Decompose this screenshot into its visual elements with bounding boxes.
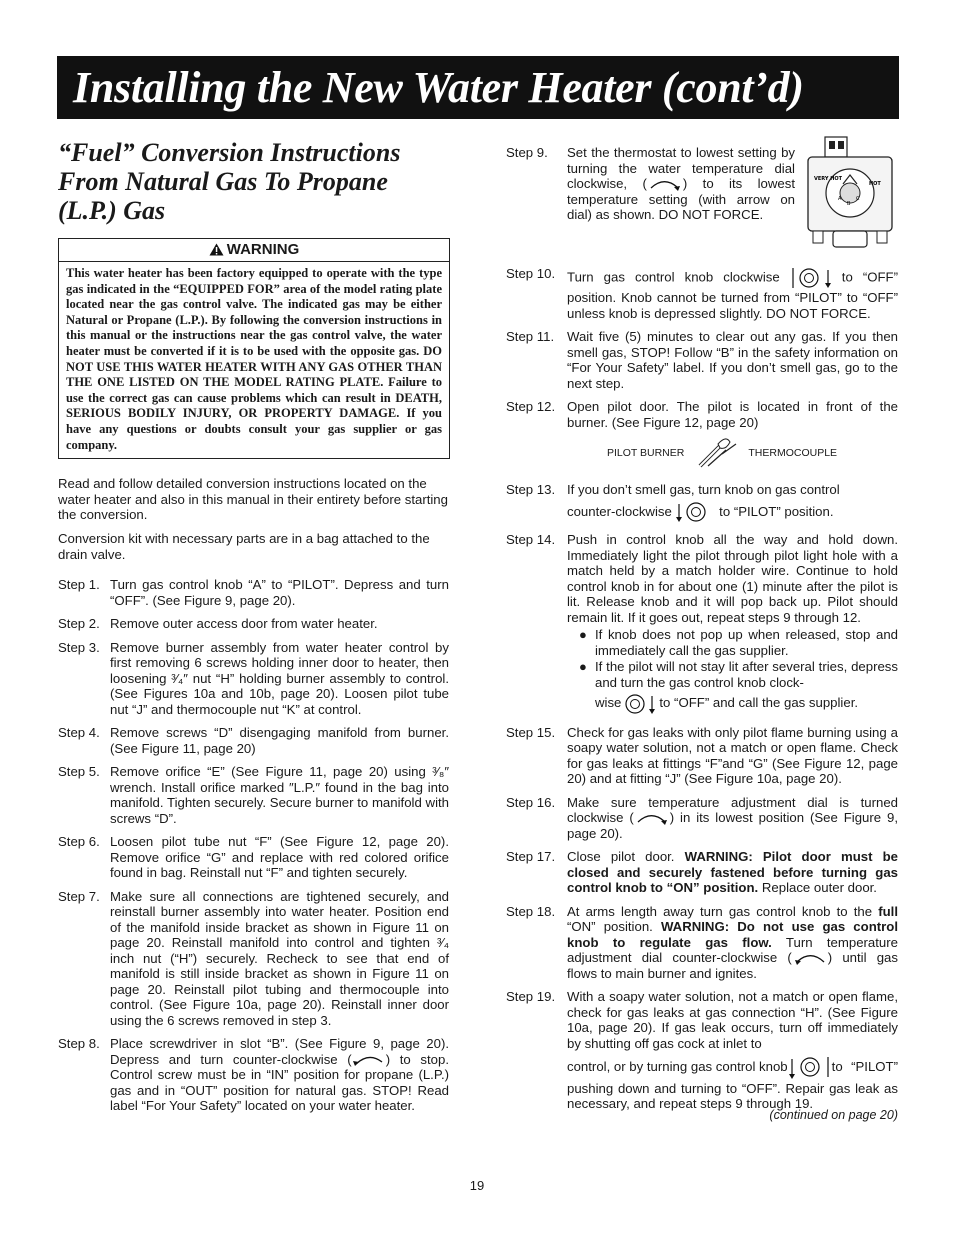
step-text: Remove outer access door from water heater. [110, 616, 378, 632]
step-text-part: Push in control knob all the way and hold down. Immediately light the pilot through pilot light hole with a match held by a match holder wire. Continue to hold control knob in for about one (1) minute after the pilot is lit. Release knob and it will pop back up. Pilot should remain lit. If it goes out, repeat steps 9 through 12. [567, 532, 898, 625]
list-item [579, 627, 898, 658]
step-number: Step 17. [506, 849, 556, 865]
step-text: Remove orifice “E” (See Figure 11, page 20) using ³⁄₈″ wrench. Install orifice marked ″L.P.″ found in the bag into manifold. Tighten securely. Secure burner to manifold with screws “D”. [110, 764, 449, 826]
step-text: Remove screws “D” disengaging manifold from burner. (See Figure 11, page 20) [110, 725, 449, 756]
step-text-part: Close pilot door. [567, 849, 675, 865]
step-number: Step 8. [58, 1036, 100, 1052]
dial-label-hot: HOT [869, 181, 881, 187]
step-item [58, 889, 449, 1029]
bullet-text-part: to “OFF” and call the gas supplier. [659, 695, 859, 711]
step-item [58, 764, 449, 826]
step-text: Open pilot door. The pilot is located in front of the burner. (See Figure 12, page 20) [567, 399, 898, 430]
step-text [567, 989, 898, 1112]
thermostat-dial-icon [803, 135, 898, 250]
step-text-part: to “PILOT” position. [719, 503, 834, 519]
step-text [110, 1036, 449, 1114]
bullet-text [595, 659, 898, 716]
page-banner-title: Installing the New Water Heater (cont’d) [57, 56, 899, 119]
step-item [506, 725, 898, 787]
step-number: Step 5. [58, 764, 100, 780]
control-knob-clockwise-icon [790, 266, 832, 290]
dial-label-c: C [856, 196, 860, 202]
pilot-figure [546, 436, 898, 470]
warning-label: WARNING [226, 241, 300, 258]
step-text: Remove burner assembly from water heater control by first removing 6 screws holding inner door to heater, then loosening ³⁄₄″ nut “H” holding burner assembly to control. (See Figures 10a and 10b, page 20). Loosen pilot tube nut “J” and thermocouple nut “K” at control. [110, 639, 449, 717]
step-text-part: Place screwdriver in slot “B”. (See Figure 9, page 20). Depress and turn counter-clockwise ( [110, 1036, 449, 1067]
step-item [506, 532, 898, 717]
page-number: 19 [469, 1178, 485, 1193]
step-text-part: “ON” position. [567, 919, 653, 935]
control-knob-counter-clockwise-icon [675, 500, 715, 524]
dial-label-a: A [838, 196, 842, 202]
step-text-part: Replace outer door. [761, 880, 877, 896]
step-text [567, 266, 898, 321]
control-knob-clockwise-icon [621, 692, 659, 716]
list-item [579, 659, 898, 716]
bullet-icon: ● [579, 627, 587, 643]
step-number: Step 18. [506, 903, 556, 919]
step-text [567, 532, 898, 717]
section-title: “Fuel” Conversion Instructions From Natural Gas To Propane (L.P.) Gas [58, 138, 401, 225]
step-number: Step 1. [58, 577, 100, 593]
warning-header [59, 239, 449, 262]
step-warning-text: WARNING: Pilot door must be closed and securely fastened before turning gas control knob to “ON” position. [567, 849, 898, 896]
step-text: Wait five (5) minutes to clear out any gas. If you then smell gas, STOP! Follow “B” in the safety information on “For Your Safety” label. If you don’t smell gas, go to the next step. [567, 329, 898, 391]
step-number: Step 14. [506, 532, 556, 548]
pilot-burner-label: PILOT BURNER [606, 447, 685, 459]
step-text-part: ) to stop. Control screw must be in “IN” position for propane (L.P.) gas and in “OUT” position for natural gas. STOP! Read label “For Your Safety” located on your water heater. [110, 1051, 449, 1114]
step-item [506, 795, 898, 842]
step-text-part: If you don’t smell gas, turn knob on gas control [567, 482, 840, 497]
thermocouple-label: THERMOCOUPLE [748, 447, 838, 459]
step-text-part: At arms length away turn gas control knob to the [567, 903, 873, 919]
step-number: Step 12. [506, 399, 556, 414]
step-text-part: Turn temperature adjustment dial counter-clockwise ( [567, 934, 898, 966]
step-text [567, 795, 898, 842]
step-text: Loosen pilot tube nut “F” (See Figure 12, page 20). Remove orifice “G” and replace with red colored orifice found in bag. Reinstall nut “F” and tighten securely. [110, 834, 449, 881]
control-knob-counter-clockwise-icon [788, 1055, 832, 1081]
step-number: Step 4. [58, 725, 100, 741]
step-text-part: ) to its lowest temperature setting (with arrow on dial) as shown. DO NOT FORCE. [567, 176, 795, 223]
right-column [506, 145, 898, 1122]
step-text-part: ) until gas flows to main burner and ignites. [567, 950, 898, 981]
step-item [506, 266, 898, 321]
dial-label-b: B [847, 201, 851, 207]
step-text [567, 482, 898, 524]
bullet-icon: ● [579, 659, 587, 675]
step-item [58, 616, 449, 632]
step-number: Step 7. [58, 888, 100, 904]
pilot-burner-icon [692, 436, 740, 470]
continued-note: (continued on page 20) [769, 1107, 898, 1122]
step-text: Turn gas control knob “A” to “PILOT”. Depress and turn “OFF”. (See Figure 9, page 20). [110, 577, 449, 608]
step-number: Step 9. [506, 145, 548, 160]
step-number: Step 19. [506, 989, 556, 1005]
step-text-part: Turn gas control knob clockwise [567, 269, 780, 285]
step-number: Step 11. [506, 329, 555, 344]
step-item [506, 329, 898, 391]
dial-label-very-hot: VERY HOT [814, 176, 843, 182]
step-text-part: Make sure temperature adjustment dial is turned clockwise ( [567, 794, 898, 826]
step-text [567, 904, 898, 982]
step-number: Step 15. [506, 724, 556, 740]
step-number: Step 16. [506, 794, 556, 810]
step-item [58, 640, 449, 718]
intro-paragraph: Read and follow detailed conversion instructions located on the water heater and also in this manual in their entirety before starting the conversion. [58, 476, 448, 523]
step-item [58, 834, 449, 881]
step-text [567, 849, 898, 896]
step-text-part: With a soapy water solution, not a match or open flame, check for gas leaks at gas connection “H”. (See Figure 10a, page 20). If gas leak occurs, turn off immediately by shutting off gas cock at inlet to [567, 989, 898, 1051]
left-column [58, 138, 449, 1122]
step-text-part: Set the thermostat to lowest setting by turning the water temperature dial clockwise, ( [567, 145, 795, 191]
step-number: Step 2. [58, 616, 100, 632]
bullet-text-part: If the pilot will not stay lit after several tries, depress and turn the gas control knob clock- [595, 659, 898, 690]
counter-clockwise-arrow-icon [792, 952, 828, 966]
counter-clockwise-arrow-icon [352, 1054, 386, 1066]
step-item [506, 849, 898, 896]
step-item [506, 989, 898, 1112]
step-item [58, 577, 449, 608]
step-emphasis-text: full [878, 903, 898, 919]
step-item [58, 725, 449, 756]
step-item [506, 145, 898, 254]
bullet-text-part: wise [595, 695, 622, 711]
step-item [506, 399, 898, 430]
step-text-part: control, or by turning gas control knob [567, 1059, 788, 1075]
step-text: Make sure all connections are tightened securely, and reinstall burner assembly into water heater. Position end of the manifold inside bracket as shown in Figure 11 on page 20. Reinstall manifold into control and tighten ³⁄₄ inch nut (“H”) securely. Recheck to see that end of manifold is still inside bracket as shown in Figure 11 on page 20. Reinstall pilot tubing and thermocouple into control. (See Figure 10a, page 20). Reinstall inner door using the 6 screws removed in step 3. [110, 888, 449, 1028]
step-item [506, 482, 898, 524]
step-warning-text: WARNING: Do not use gas control knob to regulate gas flow. [567, 919, 898, 950]
step-text-part: to “OFF” position. Knob cannot be turned from “PILOT” to “OFF” unless knob is depressed slightly. DO NOT FORCE. [567, 269, 898, 321]
step-item [506, 904, 898, 982]
warning-text: This water heater has been factory equipped to operate with the type gas indicated in the “EQUIPPED FOR” area of the model rating plate located near the gas control valve. The indicated gas may be either Natural or Propane (L.P.). By following the conversion instructions in this manual or the instructions near the gas control valve, the water heater must be converted if it is to be used with the opposite gas. DO NOT USE THIS WATER HEATER WITH ANY GAS OTHER THAN THE ONE LISTED ON THE MODEL RATING PLATE. Failure to use the correct gas can cause problems which can result in DEATH, SERIOUS BODILY INJURY, OR PROPERTY DAMAGE. If you have any questions or doubts consult your gas supplier or gas company. [66, 266, 442, 452]
step-text: Check for gas leaks with only pilot flame burning using a soapy water solution, not a match or open flame. Check for gas leaks at fittings “F”and “G” (See Figure 12, page 20) and at fitting “J” (See Figure 10a, page 20). [567, 724, 898, 787]
step-text-part: to “PILOT” pushing down and turning to “OFF”. Repair gas leak as necessary, and repeat steps 9 through 19. [567, 1059, 898, 1112]
step-text-part: counter-clockwise [567, 503, 672, 519]
step-number: Step 6. [58, 834, 100, 850]
step-text [567, 145, 898, 254]
clockwise-arrow-icon [634, 812, 670, 826]
clockwise-arrow-icon [647, 178, 683, 192]
step-item [58, 1036, 449, 1114]
bullet-text: If knob does not pop up when released, stop and immediately call the gas supplier. [595, 627, 898, 658]
bullet-list [567, 627, 898, 716]
step-number: Step 3. [58, 639, 100, 655]
warning-box [58, 238, 450, 459]
intro-paragraph: Conversion kit with necessary parts are in a bag attached to the drain valve. [58, 530, 430, 562]
step-number: Step 13. [506, 482, 556, 497]
step-number: Step 10. [506, 266, 556, 281]
step-text-part: ) in its lowest position (See Figure 9, page 20). [567, 810, 899, 841]
warning-triangle-icon [209, 243, 224, 256]
